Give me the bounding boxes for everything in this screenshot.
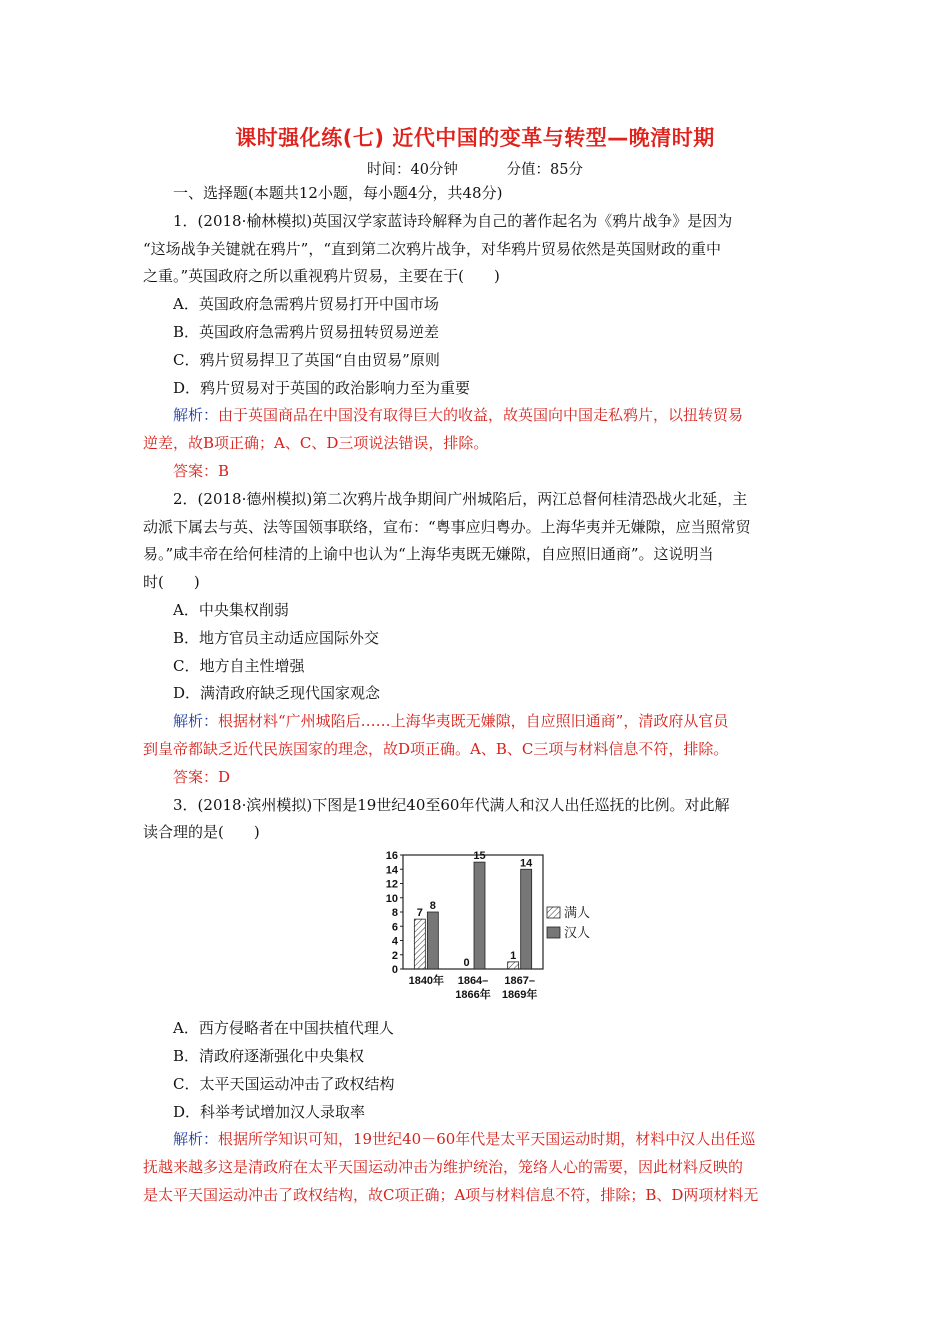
- analysis-label: 解析：: [173, 406, 219, 425]
- question-text: 之重。”英国政府之所以重视鸦片贸易，主要在于( ): [143, 267, 500, 286]
- analysis-text: 根据所学知识可知，19世纪40－60年代是太平天国运动时期，材料中汉人出任巡: [218, 1130, 756, 1149]
- analysis-text: 根据材料“广州城陷后……上海华夷既无嫌隙，自应照旧通商”，清政府从官员: [218, 712, 729, 731]
- question-text: 2．(2018·德州模拟)第二次鸦片战争期间广州城陷后，两江总督何桂清恐战火北延，主: [173, 489, 748, 508]
- data-label: 14: [520, 857, 533, 870]
- question-3: [143, 792, 808, 1210]
- option-b: B．英国政府急需鸦片贸易扭转贸易逆差: [173, 322, 440, 341]
- content: [143, 180, 808, 1210]
- option-d: D．满清政府缺乏现代国家观念: [173, 684, 381, 703]
- y-tick-label: 2: [391, 949, 398, 962]
- score-label: 分值：85分: [506, 162, 583, 178]
- option-a: A．西方侵略者在中国扶植代理人: [173, 1019, 394, 1038]
- bar-manchu: [508, 962, 519, 969]
- option-c: C．太平天国运动冲击了政权结构: [173, 1074, 395, 1093]
- question-text: 1．(2018·榆林模拟)英国汉学家蓝诗玲解释为自己的著作起名为《鸦片战争》是因为: [173, 211, 733, 230]
- question-text: “这场战争关键就在鸦片”，“直到第二次鸦片战争，对华鸦片贸易依然是英国财政的重中: [143, 239, 722, 258]
- y-tick-label: 16: [385, 850, 398, 863]
- data-label: 7: [416, 907, 423, 920]
- x-tick-label: 1869年: [501, 989, 538, 1002]
- analysis: [143, 1126, 808, 1154]
- analysis-label: 解析：: [173, 1130, 219, 1149]
- answer: 答案：B: [173, 461, 230, 480]
- option-a: A．英国政府急需鸦片贸易打开中国市场: [173, 295, 439, 314]
- x-tick-label: 1864–: [457, 975, 489, 988]
- option-c: C．鸦片贸易捍卫了英国“自由贸易”原则: [173, 350, 440, 369]
- exam-info: [0, 158, 950, 179]
- data-label: 15: [473, 850, 486, 863]
- bar-han: [521, 869, 532, 969]
- data-label: 8: [429, 900, 436, 913]
- legend-label: 满人: [564, 905, 591, 921]
- analysis-text: 逆差，故B项正确；A、C、D三项说法错误，排除。: [143, 434, 489, 453]
- y-tick-label: 0: [391, 964, 398, 977]
- bar-chart-svg: [371, 850, 591, 1007]
- option-b: B．地方官员主动适应国际外交: [173, 628, 380, 647]
- y-tick-label: 4: [391, 935, 398, 948]
- y-tick-label: 14: [385, 864, 398, 877]
- analysis-text: 到皇帝都缺乏近代民族国家的理念，故D项正确。A、B、C三项与材料信息不符，排除。: [143, 739, 729, 758]
- x-tick-label: 1840年: [408, 975, 445, 988]
- option-b: B．清政府逐渐强化中央集权: [173, 1046, 365, 1065]
- section-heading: 一、选择题(本题共12小题，每小题4分，共48分): [173, 184, 503, 202]
- option-d: D．科举考试增加汉人录取率: [173, 1102, 366, 1121]
- data-label: 1: [510, 950, 517, 962]
- time-label: 时间：40分钟: [366, 162, 458, 178]
- y-tick-label: 6: [391, 921, 398, 934]
- question-text: 读合理的是( ): [143, 823, 260, 842]
- question-text: 动派下属去与英、法等国领事联络，宣布：“粤事应归粤办。上海华夷并无嫌隙，应当照常贸: [143, 517, 751, 536]
- option-a: A．中央集权削弱: [173, 600, 289, 619]
- y-tick-label: 8: [391, 907, 398, 920]
- bar-han: [474, 862, 485, 969]
- x-tick-label: 1867–: [504, 975, 535, 988]
- analysis: [143, 402, 808, 430]
- bar-chart: [143, 851, 808, 1011]
- legend-swatch: [547, 907, 560, 918]
- option-c: C．地方自主性增强: [173, 656, 305, 675]
- question-text: 3．(2018·滨州模拟)下图是19世纪40至60年代满人和汉人出任巡抚的比例。对此解: [173, 795, 730, 814]
- analysis-label: 解析：: [173, 712, 219, 731]
- analysis-text: 是太平天国运动冲击了政权结构，故C项正确；A项与材料信息不符，排除；B、D两项材料无: [143, 1185, 759, 1204]
- analysis-text: 抚越来越多这是清政府在太平天国运动冲击为维护统治，笼络人心的需要，因此材料反映的: [143, 1158, 744, 1177]
- option-d: D．鸦片贸易对于英国的政治影响力至为重要: [173, 378, 471, 397]
- y-tick-label: 12: [385, 878, 398, 891]
- legend-swatch: [547, 927, 560, 938]
- bar-han: [427, 912, 438, 969]
- x-tick-label: 1866年: [455, 989, 491, 1002]
- question-1: [143, 208, 808, 486]
- legend-label: 汉人: [564, 925, 591, 941]
- page-title: 课时强化练(七) 近代中国的变革与转型—晚清时期: [235, 126, 715, 150]
- question-text: 时( ): [143, 573, 200, 592]
- bar-manchu: [414, 919, 425, 969]
- analysis-text: 由于英国商品在中国没有取得巨大的收益，故英国向中国走私鸦片，以扭转贸易: [218, 406, 744, 425]
- analysis: [143, 708, 808, 736]
- answer: 答案：D: [173, 767, 231, 786]
- question-2: [143, 486, 808, 792]
- question-text: 易。”咸丰帝在给何桂清的上谕中也认为“上海华夷既无嫌隙，自应照旧通商”。这说明当: [143, 545, 714, 564]
- data-label: 0: [463, 957, 470, 970]
- y-tick-label: 10: [385, 892, 398, 905]
